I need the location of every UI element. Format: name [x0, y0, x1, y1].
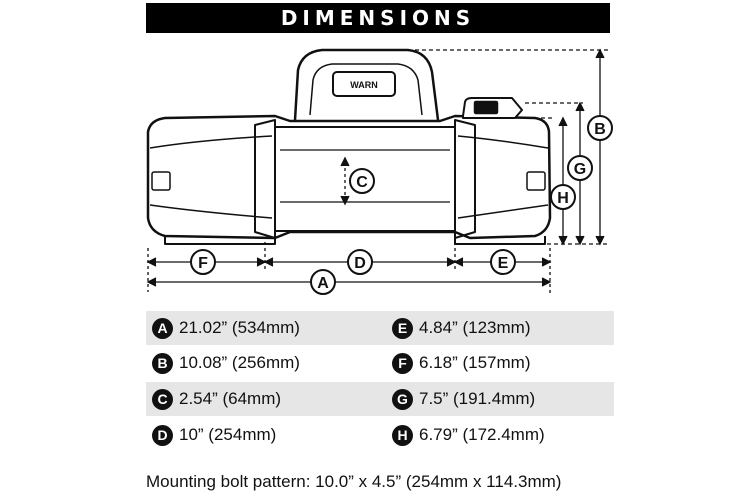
svg-text:G: G [573, 161, 587, 178]
label-d [348, 250, 372, 274]
mounting-bolt-pattern: Mounting bolt pattern: 10.0” x 4.5” (254mm x 114.3mm) [146, 472, 562, 491]
spec-value: 2.54” (64mm) [179, 389, 282, 408]
spec-item-e [392, 311, 530, 345]
spec-value: 10.08” (256mm) [179, 353, 300, 372]
spec-row [146, 346, 614, 380]
label-e [491, 250, 515, 274]
label-b [588, 116, 612, 140]
spec-item-h [392, 418, 545, 452]
spec-item-f [392, 346, 530, 380]
spec-value: 7.5” (191.4mm) [419, 389, 536, 408]
spec-value: 6.18” (157mm) [419, 353, 531, 372]
letter-badge: B [152, 353, 173, 374]
letter-badge: D [152, 425, 173, 446]
label-c [350, 169, 374, 193]
letter-badge: F [392, 353, 413, 374]
svg-text:A: A [317, 275, 329, 292]
spec-value: 21.02” (534mm) [179, 318, 300, 337]
label-a [311, 270, 335, 294]
svg-text:E: E [497, 255, 509, 272]
spec-value: 4.84” (123mm) [419, 318, 531, 337]
logo-text: WARN [350, 80, 378, 90]
letter-badge: A [152, 318, 173, 339]
page-title: DIMENSIONS [280, 6, 476, 30]
spec-row [146, 311, 614, 345]
letter-badge: C [152, 389, 173, 410]
letter-badge: G [392, 389, 413, 410]
spec-value: 6.79” (172.4mm) [419, 425, 545, 444]
svg-text:D: D [354, 255, 366, 272]
spec-row [146, 418, 614, 452]
svg-text:H: H [557, 190, 569, 207]
spec-item-d [152, 418, 276, 452]
letter-badge: H [392, 425, 413, 446]
spec-item-b [152, 346, 300, 380]
spec-item-g [392, 382, 535, 416]
spec-item-a [152, 311, 300, 345]
letter-badge: E [392, 318, 413, 339]
svg-text:F: F [198, 255, 208, 272]
spec-value: 10” (254mm) [179, 425, 277, 444]
label-f [191, 250, 215, 274]
label-h [551, 185, 575, 209]
spec-row [146, 382, 614, 416]
spec-item-c [152, 382, 281, 416]
label-g [568, 156, 592, 180]
winch-drawing [148, 50, 550, 244]
svg-text:C: C [356, 174, 368, 191]
svg-text:B: B [594, 121, 606, 138]
